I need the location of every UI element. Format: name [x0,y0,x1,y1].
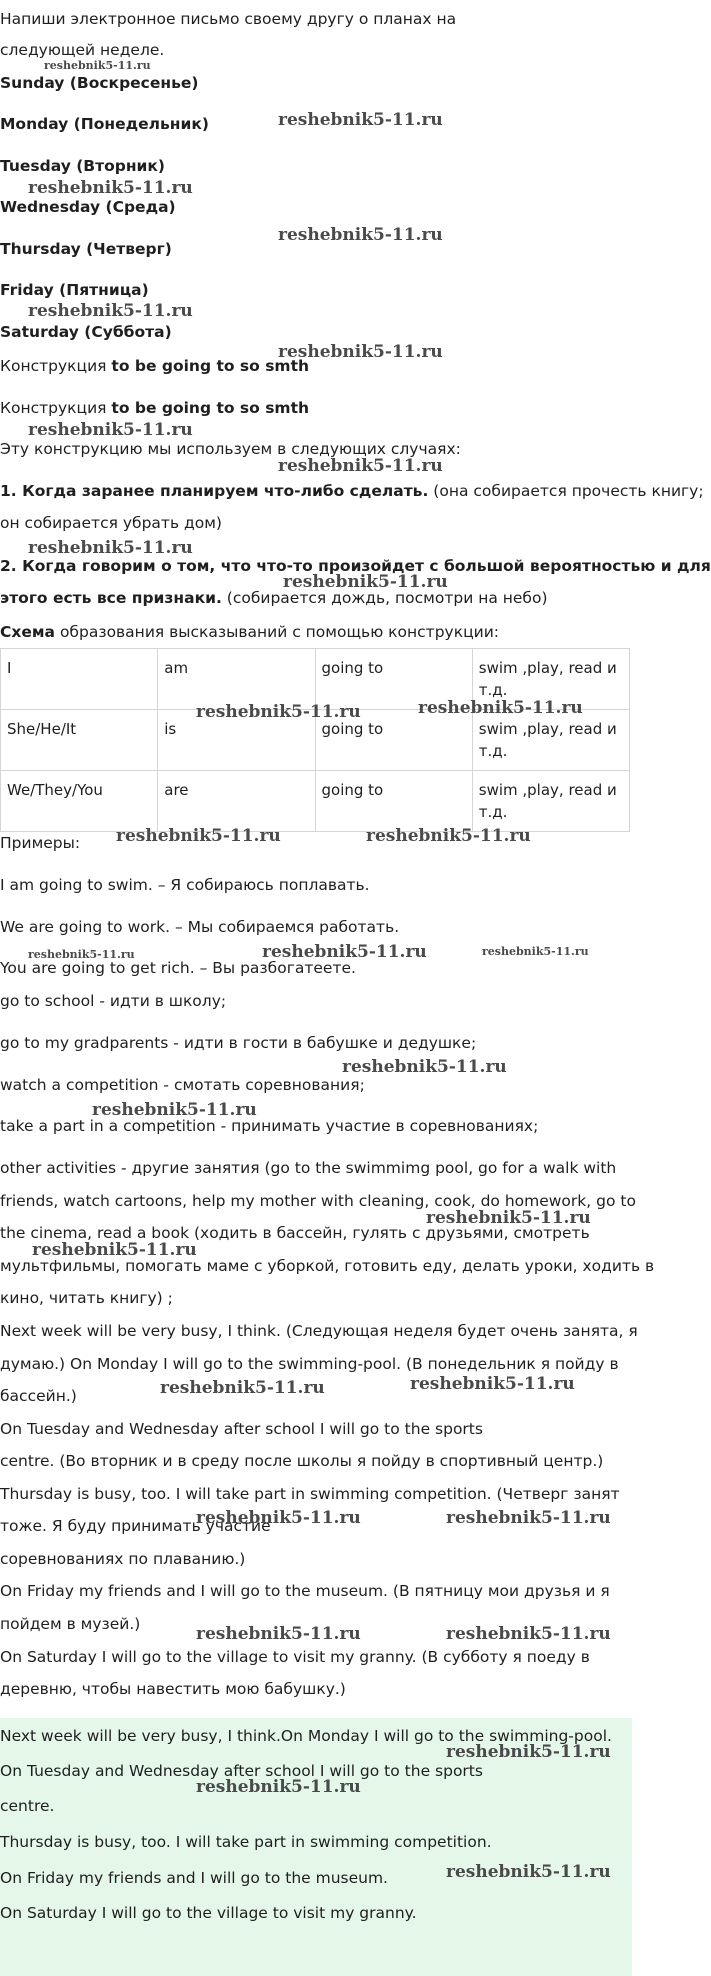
letter-line: Next week will be very busy, I think. (Следующая неделя будет очень занята, я [0,1322,638,1340]
watermark: reshebnik5-11.ru [196,1624,361,1644]
table-cell: is [158,710,315,771]
watermark: reshebnik5-11.ru [366,826,531,846]
letter-line: Thursday is busy, too. I will take part in swimming competition. (Четверг занят [0,1485,620,1503]
table-cell: going to [315,771,472,832]
watermark: reshebnik5-11.ru [446,1862,611,1882]
watermark: reshebnik5-11.ru [283,572,448,592]
watermark: reshebnik5-11.ru [446,1508,611,1528]
watermark: reshebnik5-11.ru [160,1378,325,1398]
watermark: reshebnik5-11.ru [28,178,193,198]
task-line-1: Напиши электронное письмо своему другу о планах на [0,10,457,28]
day-saturday: Saturday (Суббота) [0,323,172,341]
watermark: reshebnik5-11.ru [278,456,443,476]
other-line: мультфильмы, помогать маме с уборкой, готовить еду, делать уроки, ходить в [0,1257,655,1275]
vocab-item: take a part in a competition - принимать участие в соревнованиях; [0,1117,539,1135]
example-item: You are going to get rich. – Вы разбогатеете. [0,959,356,977]
table-cell: going to [315,649,472,710]
example-item: We are going to work. – Мы собираемся работать. [0,918,400,936]
construction-heading-2: Конструкция to be going to so smth [0,399,310,417]
answer-line: On Friday my friends and I will go to the museum. [0,1869,388,1887]
answer-line: Thursday is busy, too. I will take part in swimming competition. [0,1833,492,1851]
watermark: reshebnik5-11.ru [482,945,589,958]
day-friday: Friday (Пятница) [0,281,149,299]
watermark: reshebnik5-11.ru [44,59,151,72]
usage-intro: Эту конструкцию мы используем в следующих случаях: [0,440,461,458]
usage-case-2: 2. Когда говорим о том, что что-то произойдет с большой вероятностью и для [0,557,711,575]
table-row [1,771,630,832]
vocab-item: go to my gradparents - идти в гости в бабушке и дедушке; [0,1034,477,1052]
watermark: reshebnik5-11.ru [278,342,443,362]
examples-label: Примеры: [0,834,81,852]
watermark: reshebnik5-11.ru [342,1057,507,1077]
other-line: other activities - другие занятия (go to the swimmimg pool, go for a walk with [0,1159,617,1177]
vocab-item: go to school - идти в школу; [0,992,227,1010]
table-cell: She/He/It [1,710,158,771]
letter-line: centre. (Во вторник и в среду после школы я пойду в спортивный центр.) [0,1452,604,1470]
letter-line: тоже. Я буду принимать участие [0,1517,271,1535]
example-item: I am going to swim. – Я собираюсь поплавать. [0,876,370,894]
watermark: reshebnik5-11.ru [196,702,361,722]
day-tuesday: Tuesday (Вторник) [0,157,166,175]
other-line: кино, читать книгу) ; [0,1289,173,1307]
letter-line: соревнованиях по плаванию.) [0,1550,246,1568]
answer-line: centre. [0,1797,55,1815]
day-sunday: Sunday (Воскресенье) [0,74,199,92]
watermark: reshebnik5-11.ru [262,942,427,962]
other-line: the cinema, read a book (ходить в бассейн, гулять с друзьями, смотреть [0,1224,590,1242]
letter-line: On Friday my friends and I will go to the museum. (В пятницу мои друзья и я [0,1582,610,1600]
usage-case-1: 1. Когда заранее планируем что-либо сделать. (она собирается прочесть книгу; [0,482,704,500]
table-cell: going to [315,710,472,771]
watermark: reshebnik5-11.ru [28,538,193,558]
watermark: reshebnik5-11.ru [92,1100,257,1120]
scheme-intro: Схема образования высказываний с помощью конструкции: [0,623,499,641]
watermark: reshebnik5-11.ru [32,1240,197,1260]
table-cell: We/They/You [1,771,158,832]
answer-line: Next week will be very busy, I think.On Monday I will go to the swimming-pool. [0,1727,612,1745]
usage-case-2-cont: этого есть все признаки. (собирается дождь, посмотри на небо) [0,589,548,607]
watermark: reshebnik5-11.ru [426,1208,591,1228]
watermark: reshebnik5-11.ru [28,948,135,961]
table-cell: I [1,649,158,710]
watermark: reshebnik5-11.ru [28,420,193,440]
table-cell: swim ,play, read и т.д. [472,710,629,771]
watermark: reshebnik5-11.ru [278,225,443,245]
scheme-table [0,648,630,832]
vocab-item: watch a competition - смотать соревнования; [0,1076,365,1094]
letter-line: думаю.) On Monday I will go to the swimming-pool. (В понедельник я пойду в [0,1355,619,1373]
task-line-2: следующей неделе. [0,41,165,59]
other-line: friends, watch cartoons, help my mother with cleaning, cook, do homework, go to [0,1192,636,1210]
watermark: reshebnik5-11.ru [28,301,193,321]
letter-line: On Tuesday and Wednesday after school I will go to the sports [0,1420,483,1438]
watermark: reshebnik5-11.ru [410,1374,575,1394]
watermark: reshebnik5-11.ru [446,1742,611,1762]
letter-line: деревню, чтобы навестить мою бабушку.) [0,1680,346,1698]
construction-heading-1: Конструкция to be going to so smth [0,357,310,375]
watermark: reshebnik5-11.ru [446,1624,611,1644]
watermark: reshebnik5-11.ru [116,826,281,846]
letter-line: On Saturday I will go to the village to visit my granny. (В субботу я поеду в [0,1648,590,1666]
table-cell: are [158,771,315,832]
day-monday: Monday (Понедельник) [0,115,209,133]
letter-line: бассейн.) [0,1387,77,1405]
watermark: reshebnik5-11.ru [278,110,443,130]
usage-case-1-cont: он собирается убрать дом) [0,514,222,532]
day-wednesday: Wednesday (Среда) [0,198,176,216]
answer-line: On Tuesday and Wednesday after school I will go to the sports [0,1762,483,1780]
table-cell: am [158,649,315,710]
watermark: reshebnik5-11.ru [196,1777,361,1797]
watermark: reshebnik5-11.ru [196,1508,361,1528]
watermark: reshebnik5-11.ru [418,698,583,718]
table-cell: swim ,play, read и т.д. [472,771,629,832]
table-cell: swim ,play, read и т.д. [472,649,629,710]
answer-line: On Saturday I will go to the village to visit my granny. [0,1904,417,1922]
day-thursday: Thursday (Четверг) [0,240,172,258]
letter-line: пойдем в музей.) [0,1615,141,1633]
